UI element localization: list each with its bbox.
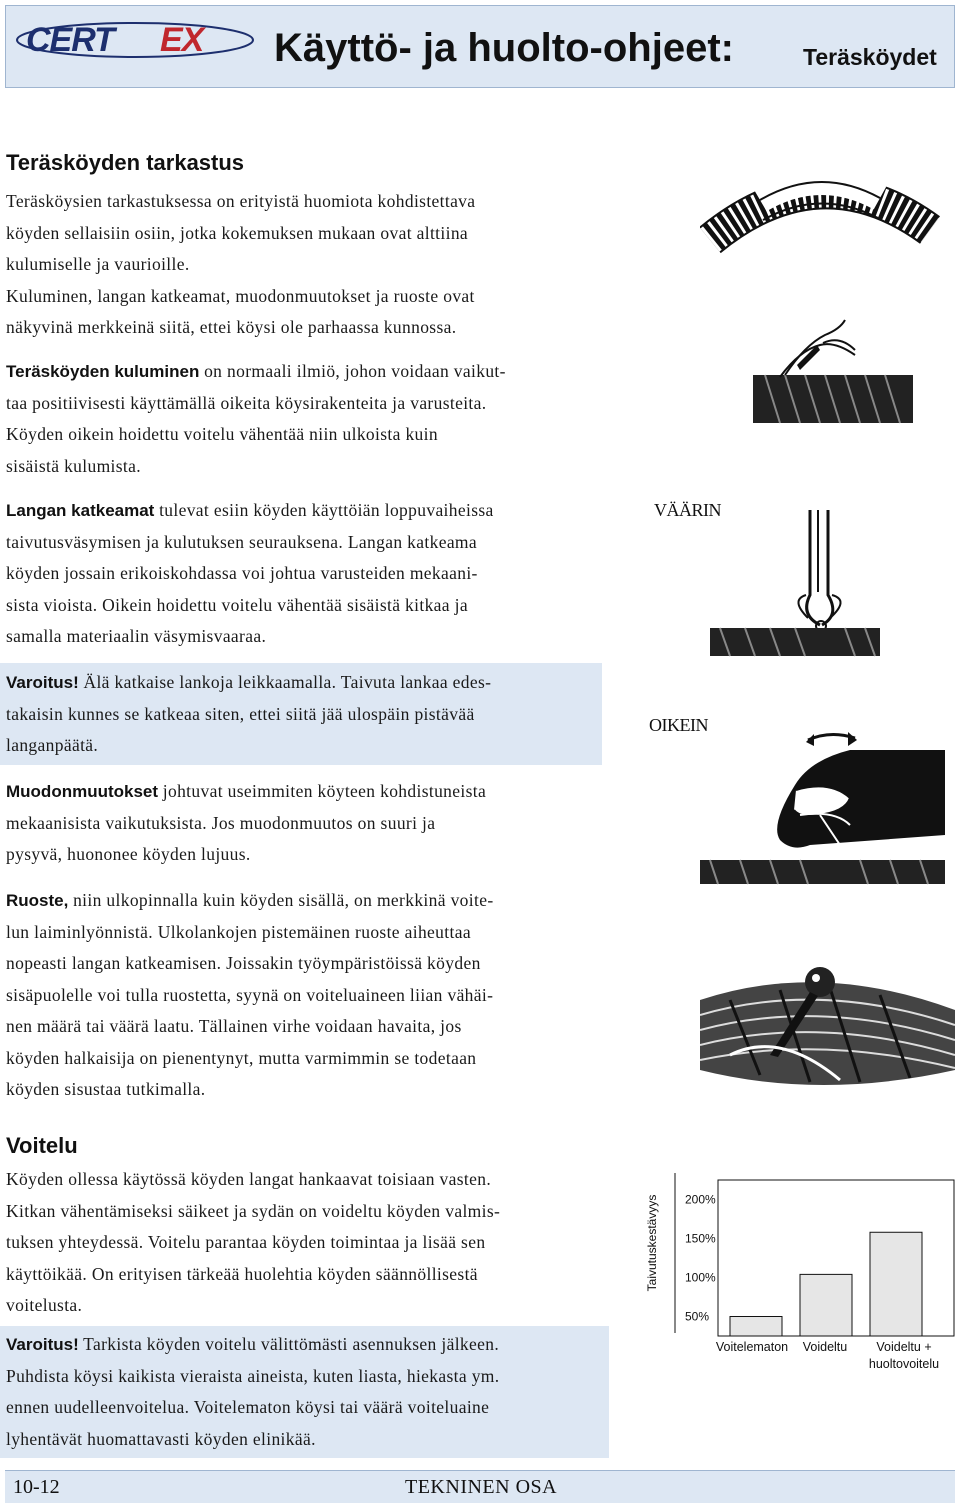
text-line: Köyden ollessa käytössä köyden langat hankaavat toisiaan vasten. xyxy=(6,1169,492,1189)
text-line: köyden sellaisiin osiin, jotka kokemuksen mukaan ovat alttiina xyxy=(6,222,469,243)
text-line: mekaanisista vaikutuksista. Jos muodonmuutos on suuri ja xyxy=(6,812,436,833)
text-line: ennen uudelleenvoitelua. Voitelematon köysi tai väärä voiteluaine xyxy=(6,1397,490,1417)
text-span: on normaali ilmiö, johon voidaan vaikut- xyxy=(199,361,506,381)
chart-y-axis-label: Taivutuskestävyys xyxy=(645,1194,659,1292)
breaks-lead: Langan katkeamat xyxy=(6,501,155,520)
text-line: sista vioista. Oikein hoidettu voitelu vähentää sisäistä kitkaa ja xyxy=(6,594,468,615)
bending-endurance-chart xyxy=(640,1165,958,1395)
warning-box-lubrication xyxy=(0,1326,609,1458)
deformation-paragraph xyxy=(6,776,486,871)
text-line: Puhdista köysi kaikista vieraista aineista, kuten liasta, hiekasta ym. xyxy=(6,1365,500,1386)
text-span: niin ulkopinnalla kuin köyden sisällä, on merkkinä voite- xyxy=(68,890,494,910)
text-line: taa positiivisesti käyttämällä oikeita köysirakenteita ja varusteita. xyxy=(6,392,487,413)
page-number: 10-12 xyxy=(13,1476,60,1498)
deformation-lead: Muodonmuutokset xyxy=(6,782,159,801)
text-line: lyhentävät huomattavasti köyden elinikää. xyxy=(6,1428,316,1449)
chart-y-tick-label: 100% xyxy=(685,1270,716,1285)
text-line: tuksen yhteydessä. Voitelu parantaa köyden toimintaa ja lisää sen xyxy=(6,1232,486,1252)
wear-lead: Teräsköyden kuluminen xyxy=(6,362,200,381)
text-line: Kuluminen, langan katkeamat, muodonmuutokset ja ruoste ovat xyxy=(6,285,475,306)
footer-section-name: TEKNINEN OSA xyxy=(405,1476,558,1498)
text-span: Tarkista köyden voitelu välittömästi asennuksen jälkeen. xyxy=(78,1334,500,1354)
text-line: taivutusväsymisen ja kulutuksen seurauksena. Langan katkeama xyxy=(6,531,478,552)
svg-text:EX: EX xyxy=(160,21,204,59)
certex-logo xyxy=(16,20,254,60)
warning-box-cutting xyxy=(0,663,602,765)
text-line: näkyvinä merkkeinä siitä, ettei köysi ole parhaassa kunnossa. xyxy=(6,317,457,337)
wrong-label: VÄÄRIN xyxy=(654,500,721,520)
chart-category-label: huoltovoitelu xyxy=(868,1357,940,1371)
page-subtitle: Teräsköydet xyxy=(803,44,937,70)
text-line: voitelusta. xyxy=(6,1295,83,1315)
hand-bending-wire-illustration xyxy=(700,720,950,890)
text-line: käyttöikää. On erityisen tärkeää huolehtia köyden säännöllisestä xyxy=(6,1263,478,1284)
chart-y-tick-label: 200% xyxy=(685,1192,716,1207)
chart-category-label: Voideltu + xyxy=(876,1340,932,1354)
chart-y-tick-label: 150% xyxy=(685,1231,716,1246)
lubrication-paragraph xyxy=(6,1164,500,1322)
page-footer xyxy=(5,1470,955,1503)
inspection-intro xyxy=(6,186,475,344)
page-title: Käyttö- ja huolto-ohjeet: xyxy=(274,26,734,70)
rope-probe-illustration xyxy=(700,960,955,1100)
text-line: Köyden oikein hoidettu voitelu vähentää niin ulkoista kuin xyxy=(6,424,438,444)
breaks-paragraph xyxy=(6,495,494,653)
chart-category-label: Voideltu xyxy=(802,1340,848,1354)
text-line: nopeasti langan katkeamisen. Joissakin työympäristöissä köyden xyxy=(6,953,481,973)
text-line: sisäistä kulumista. xyxy=(6,455,141,476)
text-span: tulevat esiin köyden käyttöiän loppuvaiheissa xyxy=(154,500,494,520)
worn-rope-illustration xyxy=(700,160,940,255)
right-label: OIKEIN xyxy=(649,715,708,735)
rust-paragraph xyxy=(6,885,494,1106)
text-line: köyden halkaisija on pienentynyt, mutta varmimmin se todetaan xyxy=(6,1047,477,1068)
pliers-wrong-illustration xyxy=(700,500,885,665)
warning-lead: Varoitus! xyxy=(6,1335,79,1354)
rust-lead: Ruoste, xyxy=(6,891,69,910)
text-line: nen määrä tai väärä laatu. Tällainen virhe voidaan havaita, jos xyxy=(6,1016,462,1036)
chart-bar xyxy=(800,1274,852,1336)
warning-lead: Varoitus! xyxy=(6,673,79,692)
text-line: lun laiminlyönnistä. Ulkolankojen pistemäinen ruoste aiheuttaa xyxy=(6,921,471,942)
text-line: sisäpuolelle voi tulla ruostetta, syynä on voiteluaineen liian vähäi- xyxy=(6,984,494,1005)
text-line: Teräsköysien tarkastuksessa on erityistä huomiota kohdistettava xyxy=(6,191,476,211)
text-span: Älä katkaise lankoja leikkaamalla. Taivuta lankaa edes- xyxy=(78,672,492,692)
bar-chart xyxy=(640,1165,958,1395)
text-line: langanpäätä. xyxy=(6,735,99,755)
text-line: kulumiselle ja vaurioille. xyxy=(6,254,190,274)
wear-paragraph xyxy=(6,356,506,482)
text-line: pysyvä, huononee köyden lujuus. xyxy=(6,844,251,864)
text-line: köyden sisustaa tutkimalla. xyxy=(6,1079,206,1099)
chart-y-tick-label: 50% xyxy=(685,1309,710,1324)
section-heading-lubrication: Voitelu xyxy=(6,1133,78,1158)
broken-wire-illustration xyxy=(745,315,920,435)
text-line: takaisin kunnes se katkeaa siten, ettei siitä jää ulospäin pistävää xyxy=(6,703,475,724)
svg-text:CERT: CERT xyxy=(26,21,114,59)
page-header xyxy=(5,5,955,88)
section-heading-inspection: Teräsköyden tarkastus xyxy=(6,150,245,175)
chart-bar xyxy=(730,1317,782,1337)
chart-category-label: Voitelematon xyxy=(715,1340,789,1354)
chart-bar xyxy=(870,1232,922,1336)
text-span: johtuvat useimmiten köyteen kohdistuneista xyxy=(158,781,487,801)
text-line: köyden jossain erikoiskohdassa voi johtua varusteiden mekaani- xyxy=(6,563,478,583)
text-line: Kitkan vähentämiseksi säikeet ja sydän on voideltu köyden valmis- xyxy=(6,1200,501,1221)
text-line: samalla materiaalin väsymisvaaraa. xyxy=(6,626,267,646)
